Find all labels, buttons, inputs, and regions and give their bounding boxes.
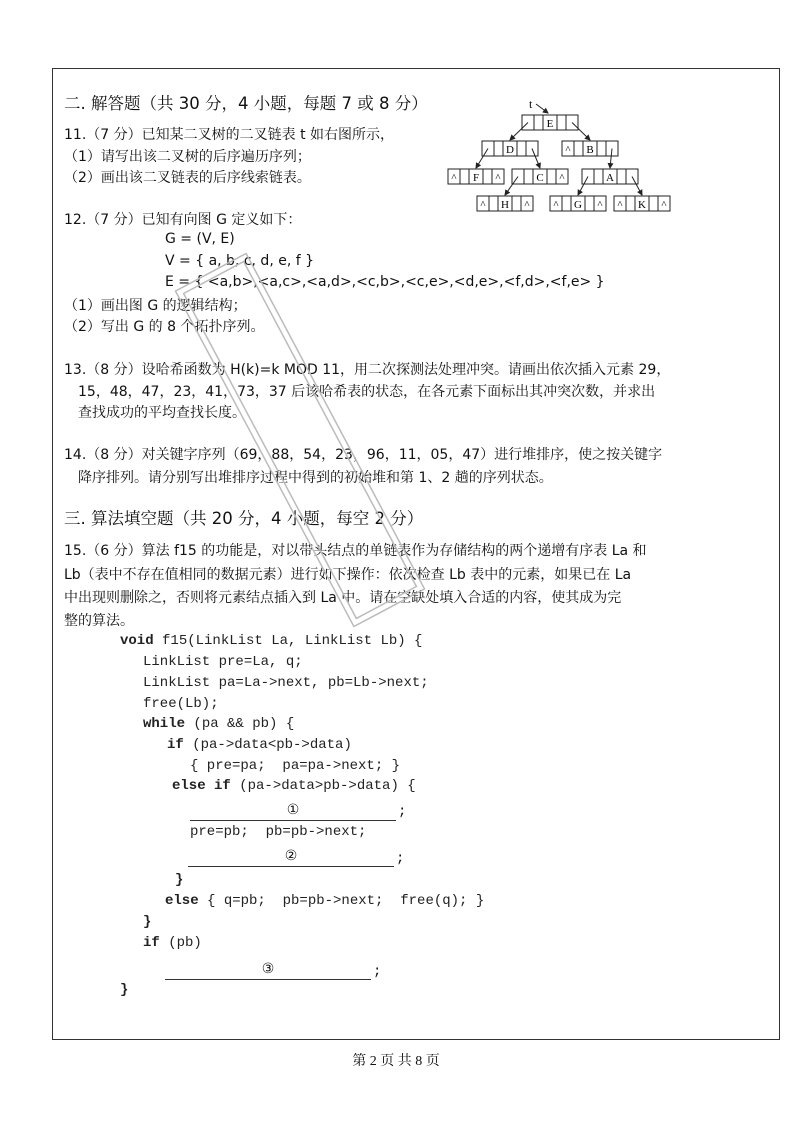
code-line: { pre=pa; pa=pa->next; } — [190, 758, 401, 774]
semicolon: ; — [396, 851, 405, 867]
code-line: (pa && pb) { — [185, 716, 295, 732]
q12-stem: 12.（7 分）已知有向图 G 定义如下： — [64, 212, 302, 228]
node-cell-text: B — [586, 144, 594, 156]
q12-graph: G = (V, E) — [165, 231, 235, 247]
q15-line2: Lb（表中不存在值相同的数据元素）进行如下操作：依次检查 Lb 表中的元素，如果已在 La — [64, 567, 632, 583]
q12-edges: E = { <a,b>,<a,c>,<a,d>,<c,b>,<c,e>,<d,e>,<f,d>,<f,e> } — [165, 274, 605, 290]
node-cell-text: ^ — [617, 199, 623, 211]
q14-line2: 降序排列。请分别写出堆排序过程中得到的初始堆和第 1、2 趟的序列状态。 — [78, 470, 553, 486]
tree-node-C — [512, 169, 568, 184]
code-line: { q=pb; pb=pb->next; free(q); } — [198, 893, 485, 909]
code-line: } — [175, 872, 184, 888]
tree-node-E — [522, 115, 578, 130]
code-line: LinkList pa=La->next, pb=Lb->next; — [143, 675, 429, 691]
tree-node-B — [562, 141, 618, 156]
semicolon: ; — [373, 964, 382, 980]
q11-part1: （1）请写出该二叉树的后序遍历序列； — [64, 149, 311, 165]
q12-part1: （1）画出图 G 的逻辑结构； — [64, 298, 247, 314]
code-kw: while — [143, 716, 186, 732]
blank-3[interactable]: ③ — [165, 961, 371, 980]
tree-node-F — [448, 169, 504, 184]
tree-edge-arrow — [572, 123, 590, 141]
node-cell-text: ^ — [559, 172, 565, 184]
section-3-heading: 三. 算法填空题（共 20 分，4 小题，每空 2 分） — [64, 509, 424, 528]
q13-line2: 15，48，47，23，41，73，37 后该哈希表的状态，在各元素下面标出其冲突次数，并求出 — [78, 384, 656, 400]
code-kw: else — [165, 893, 199, 909]
q11-stem: 11.（7 分）已知某二叉树的二叉链表 t 如右图所示， — [64, 127, 395, 143]
q15-line4: 整的算法。 — [64, 613, 134, 629]
tree-node-K — [614, 196, 670, 211]
q15-line3: 中出现则删除之，否则将元素结点插入到 La 中。请在空缺处填入合适的内容，使其成为完 — [64, 590, 622, 606]
node-cell-text: ^ — [661, 199, 667, 211]
code-line: f15(LinkList La, LinkList Lb) { — [153, 633, 423, 649]
code-line: } — [143, 914, 152, 930]
code-kw: void — [120, 633, 154, 649]
node-cell-text: C — [536, 172, 544, 184]
code-line: free(Lb); — [143, 696, 219, 712]
semicolon: ; — [398, 804, 407, 820]
code-kw: if — [167, 737, 184, 753]
blank-1[interactable]: ① — [190, 802, 396, 821]
code-line: pre=pb; pb=pb->next; — [190, 824, 367, 840]
tree-node-D — [482, 141, 538, 156]
code-kw: if — [143, 935, 160, 951]
q13-line1: 13.（8 分）设哈希函数为 H(k)=k MOD 11，用二次探测法处理冲突。请画出依次插入元素 29， — [64, 362, 671, 378]
q11-part2: （2）画出该二叉链表的后序线索链表。 — [64, 170, 311, 186]
watermark-stamp — [170, 230, 430, 650]
tree-node-G — [550, 196, 606, 211]
q13-line3: 查找成功的平均查找长度。 — [78, 405, 246, 421]
q15-line1: 15.（6 分）算法 f15 的功能是，对以带头结点的单链表作为存储结构的两个递增有序表 La 和 — [64, 543, 647, 559]
code-line: } — [120, 982, 129, 998]
tree-node-H — [477, 196, 533, 211]
pointer-label-t: t — [529, 97, 533, 111]
code-line: LinkList pre=La, q; — [143, 654, 303, 670]
node-cell-text: A — [606, 172, 614, 184]
node-cell-text: H — [501, 199, 509, 211]
section-2-heading: 二. 解答题（共 30 分，4 小题，每题 7 或 8 分） — [64, 94, 428, 113]
node-cell-text: ^ — [565, 144, 571, 156]
q14-line1: 14.（8 分）对关键字序列（69，88，54，23，96，11，05，47）进行堆排序，使之按关键字 — [64, 447, 663, 463]
q12-vertices: V = { a, b, c, d, e, f } — [165, 253, 315, 269]
node-cell-text: K — [638, 199, 646, 211]
code-line: (pa->data<pb->data) — [183, 737, 352, 753]
tree-edge-arrow — [510, 123, 528, 141]
q12-part2: （2）写出 G 的 8 个拓扑序列。 — [64, 319, 265, 335]
code-line: (pa->data>pb->data) { — [230, 778, 416, 794]
pointer-arrow — [536, 104, 548, 113]
tree-node-A — [582, 169, 638, 184]
node-cell-text: F — [472, 172, 480, 184]
node-cell-text: ^ — [597, 199, 603, 211]
node-cell-text: ^ — [480, 199, 486, 211]
node-cell-text: ^ — [495, 172, 501, 184]
node-cell-text: ^ — [524, 199, 530, 211]
binary-linked-list-figure — [0, 0, 792, 240]
node-cell-text: D — [506, 144, 514, 156]
page-footer: 第 2 页 共 8 页 — [352, 1054, 440, 1069]
node-cell-text: ^ — [553, 199, 559, 211]
node-cell-text: ^ — [451, 172, 457, 184]
blank-2[interactable]: ② — [188, 848, 394, 867]
code-kw: else if — [172, 778, 231, 794]
code-line: (pb) — [159, 935, 202, 951]
node-cell-text: G — [574, 199, 582, 211]
node-cell-text: E — [546, 118, 554, 130]
